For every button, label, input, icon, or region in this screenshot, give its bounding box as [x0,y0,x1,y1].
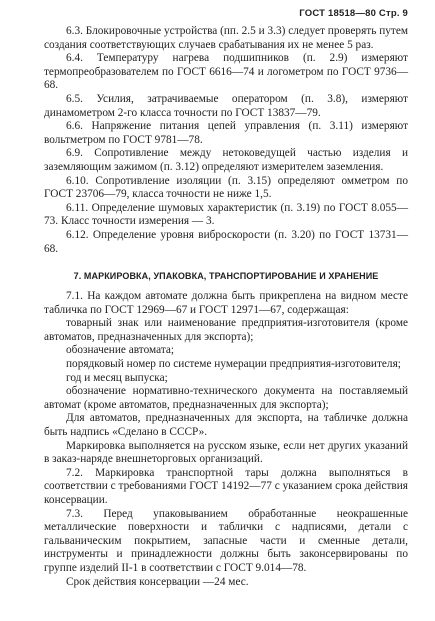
paragraph-7-3: 7.3. Перед упаковыванием обработанные неокрашенные металлические поверхности и таблички с надписями, детали с гальваническим покрытием, запасные части и сменные детали, инструменты и принадлежности должны быть законсервированы по группе изделий II-1 в соответствии с ГОСТ 9.014—78. [44,507,408,574]
list-item-document: обозначение нормативно-технического документа на поставляемый автомат (кроме автоматов, предназначенных для экспорта); [44,385,408,411]
paragraph-6-6: 6.6. Напряжение питания цепей управления (п. 3.11) измеряют вольтметром по ГОСТ 9781—78. [44,120,408,146]
paragraph-6-5: 6.5. Усилия, затрачиваемые оператором (п. 3.8), измеряют динамометром 2-го класса точности по ГОСТ 13837—79. [44,92,408,119]
paragraph-export-label: Для автоматов, предназначенных для экспорта, на табличке должна быть надпись «Сделано в СССР». [44,412,408,439]
paragraph-7-1: 7.1. На каждом автомате должна быть прикреплена на видном месте табличка по ГОСТ 12969—67 и ГОСТ 12971—67, содержащая: [44,290,408,316]
list-item-designation: обозначение автомата; [66,344,175,357]
paragraph-6-12: 6.12. Определение уровня виброскорости (п. 3.20) по ГОСТ 13731—68. [44,228,408,255]
paragraph-6-3: 6.3. Блокировочные устройства (пп. 2.5 и 3.3) следует проверять путем создания соответствующих случаев срабатывания их не менее 5 раз. [44,25,408,51]
list-item-trademark: товарный знак или наименование предприятия-изготовителя (кроме автоматов, предназначенных для экспорта); [44,317,408,343]
paragraph-6-11: 6.11. Определение шумовых характеристик (п. 3.19) по ГОСТ 8.055—73. Класс точности измерения — 3. [44,201,408,228]
list-item-serial-number: порядковый номер по системе нумерации предприятия-изготовителя; [66,358,401,371]
paragraph-marking-language: Маркировка выполняется на русском языке, если нет других указаний в заказ-наряде внешнеторговых организаций. [44,439,408,466]
document-body [44,25,408,589]
paragraph-7-2: 7.2. Маркировка транспортной тары должна выполняться в соответствии с требованиями ГОСТ 14192—77 с указанием срока действия консервации. [44,466,408,506]
page-header: ГОСТ 18518—80 Стр. 9 [299,8,408,19]
list-item-date: год и месяц выпуска; [66,371,168,384]
paragraph-6-10: 6.10. Сопротивление изоляции (п. 3.15) определяют омметром по ГОСТ 23706—79, класса точности не ниже 1,5. [44,174,408,201]
paragraph-conservation-term: Срок действия консервации —24 мес. [66,575,249,588]
section-title: 7. МАРКИРОВКА, УПАКОВКА, ТРАНСПОРТИРОВАНИЕ И ХРАНЕНИЕ [73,271,379,282]
paragraph-6-4: 6.4. Температуру нагрева подшипников (п. 2.9) измеряют термопреобразователем по ГОСТ 6616—74 и логометром по ГОСТ 9736—68. [44,52,408,92]
paragraph-6-9: 6.9. Сопротивление между нетоковедущей частью изделия и заземляющим зажимом (п. 3.12) определяют измерителем заземления. [44,147,408,173]
